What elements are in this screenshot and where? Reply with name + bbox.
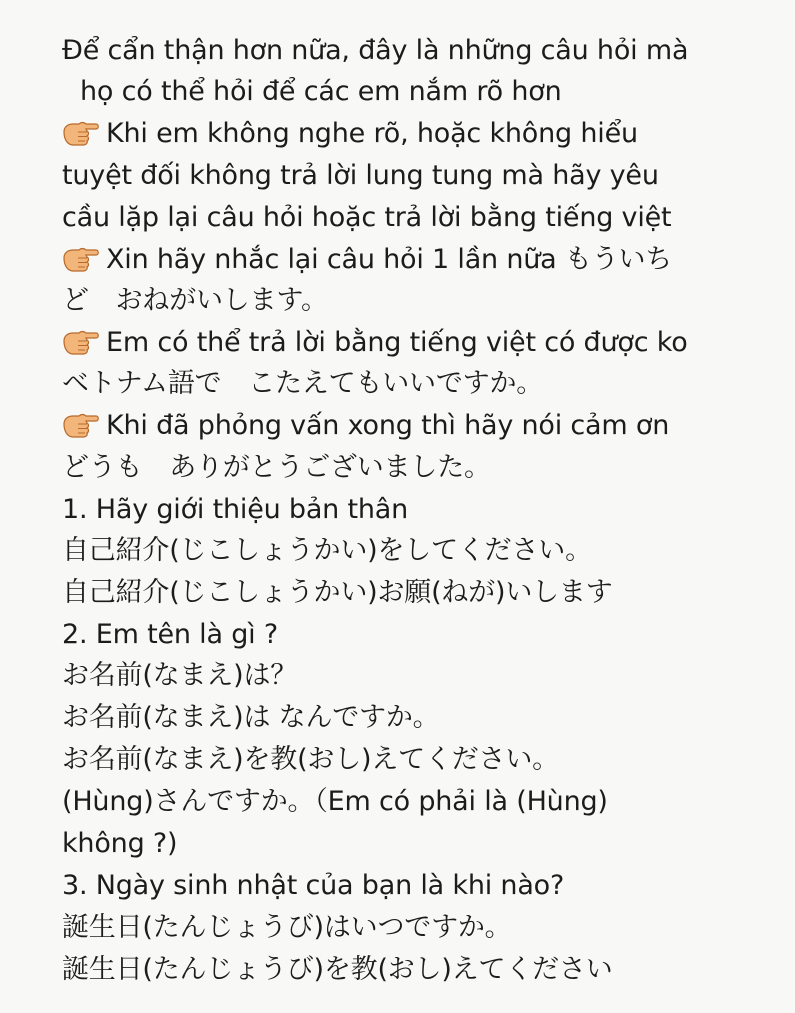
question-2-heading: 2. Em tên là gì ?: [62, 619, 278, 650]
text-line-2: họ có thể hỏi để các em nắm rõ hơn: [80, 76, 562, 107]
text-line-19: (Hùng)さんですか。（Em có phải là (Hùng): [62, 786, 608, 817]
text-line-4: tuyệt đối không trả lời lung tung mà hãy yêu: [62, 160, 659, 191]
pointing-hand-icon: [62, 410, 100, 438]
pointing-hand-icon: [62, 327, 100, 355]
bullet-line-3: [62, 323, 688, 363]
question-3-heading: 3. Ngày sinh nhật của bạn là khi nào?: [62, 870, 565, 901]
question-1-heading: 1. Hãy giới thiệu bản thân: [62, 494, 409, 525]
text-line-18: お名前(なまえ)を教(おし)えてください。: [62, 744, 559, 775]
text-line-23: 誕生日(たんじょうび)を教(おし)えてください: [62, 954, 613, 985]
text-line-5: cầu lặp lại câu hỏi hoặc trả lời bằng tiếng việt: [62, 202, 672, 233]
pointing-hand-icon: [62, 244, 100, 272]
text-line-11: どうも ありがとうございました。: [62, 452, 491, 483]
text-line-7: ど おねがいします。: [62, 285, 328, 316]
bullet-text-4: Khi đã phỏng vấn xong thì hãy nói cảm ơn: [106, 410, 670, 441]
text-line-13: 自己紹介(じこしょうかい)をしてください。: [62, 535, 592, 566]
bullet-line-4: [62, 406, 669, 446]
bullet-line-1: [62, 114, 638, 154]
bullet-text-3: Em có thể trả lời bằng tiếng việt có được ko: [106, 327, 688, 358]
text-line-17: お名前(なまえ)は なんですか。: [62, 702, 440, 733]
bullet-text-1: Khi em không nghe rõ, hoặc không hiểu: [106, 118, 638, 149]
pointing-hand-icon: [62, 118, 100, 146]
text-line-14: 自己紹介(じこしょうかい)お願(ねが)いします: [62, 577, 613, 608]
text-line-9: ベトナム語で こたえてもいいですか。: [62, 368, 544, 399]
text-line-20: không ?): [62, 828, 178, 859]
text-line-22: 誕生日(たんじょうび)はいつですか。: [62, 912, 512, 943]
text-line-1: Để cẩn thận hơn nữa, đây là những câu hỏi mà: [62, 35, 689, 66]
bullet-line-2: [62, 240, 672, 280]
text-line-16: お名前(なまえ)は？: [62, 660, 298, 691]
bullet-text-2: Xin hãy nhắc lại câu hỏi 1 lần nữa もういち: [106, 244, 673, 275]
